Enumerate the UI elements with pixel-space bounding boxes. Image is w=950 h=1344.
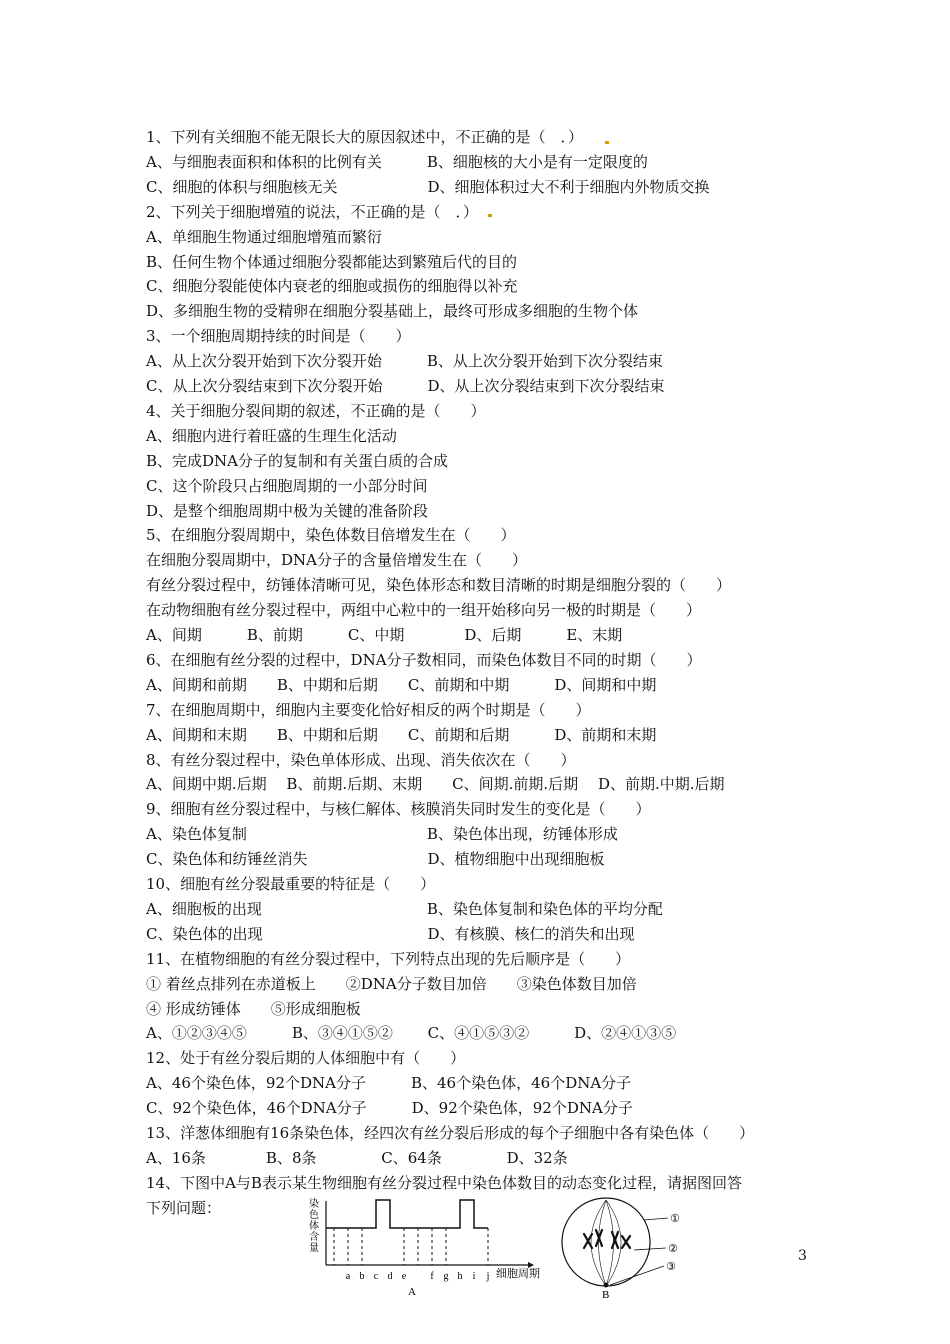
text-line: ④ 形成纺锤体 ⑤形成细胞板	[146, 999, 361, 1018]
tick-labels	[346, 1271, 490, 1282]
text-line: A、46个染色体，92个DNA分子 B、46个染色体，46个DNA分子	[146, 1074, 632, 1093]
text-line: C、细胞分裂能使体内衰老的细胞或损伤的细胞得以补充	[146, 277, 518, 296]
figure-a-chart	[300, 1195, 550, 1307]
text-line: B、任何生物个体通过细胞分裂都能达到繁殖后代的目的	[146, 252, 518, 271]
text-line: 12、处于有丝分裂后期的人体细胞中有（ ）	[146, 1049, 466, 1068]
text-line: 在动物细胞有丝分裂过程中，两组中心粒中的一组开始移向另一极的时期是（ ）	[146, 601, 702, 620]
text-line: 2、下列关于细胞增殖的说法，不正确的是（ ．）	[146, 202, 479, 221]
ylabel-char: 体	[309, 1221, 319, 1232]
text-line: A、单细胞生物通过细胞增殖而繁衍	[146, 227, 382, 246]
tick-label: j	[486, 1271, 490, 1282]
text-line: B、完成DNA分子的复制和有关蛋白质的合成	[146, 451, 449, 470]
text-line: A、细胞板的出现 B、染色体复制和染色体的平均分配	[146, 899, 663, 918]
text-line: 在细胞分裂周期中，DNA分子的含量倍增发生在（ ）	[146, 551, 527, 570]
text-line: D、是整个细胞周期中极为关键的准备阶段	[146, 501, 429, 520]
ylabel-char: 色	[309, 1210, 319, 1221]
text-line: ① 着丝点排列在赤道板上 ②DNA分子数目加倍 ③染色体数目加倍	[146, 974, 637, 993]
text-line: A、16条 B、8条 C、64条 D、32条	[146, 1148, 568, 1167]
figure-b-cell-diagram	[556, 1192, 696, 1302]
text-line: 11、在植物细胞的有丝分裂过程中，下列特点出现的先后顺序是（ ）	[146, 949, 631, 968]
tick-label: c	[373, 1271, 379, 1282]
pointer-3	[610, 1266, 664, 1285]
text-line: 下列问题：	[146, 1198, 222, 1217]
marker-2: ②	[668, 1242, 678, 1255]
text-line: 1、下列有关细胞不能无限长大的原因叙述中，不正确的是（ ．）	[146, 128, 584, 146]
ylabel-char: 量	[309, 1243, 319, 1254]
text-line: A、从上次分裂开始到下次分裂开始 B、从上次分裂开始到下次分裂结束	[146, 352, 663, 371]
text-line: 6、在细胞有丝分裂的过程中，DNA分子数相同，而染色体数目不同的时期（ ）	[146, 650, 702, 669]
tick-label: b	[359, 1271, 365, 1282]
ylabel-char: 染	[309, 1199, 319, 1210]
centriole	[604, 1283, 609, 1288]
marker-3: ③	[666, 1260, 676, 1273]
text-line: C、细胞的体积与细胞核无关 D、细胞体积过大不利于细胞内外物质交换	[146, 177, 710, 196]
tick-label: g	[443, 1271, 449, 1282]
text-line: 13、洋葱体细胞有16条染色体，经四次有丝分裂后形成的每个子细胞中各有染色体（ ）	[146, 1124, 755, 1142]
tick-label: e	[401, 1271, 407, 1282]
text-line: D、多细胞生物的受精卵在细胞分裂基础上，最终可形成多细胞的生物个体	[146, 302, 639, 321]
chromosome-line	[326, 1200, 488, 1228]
text-line: C、染色体和纺锤丝消失 D、植物细胞中出现细胞板	[146, 850, 605, 869]
text-line: A、间期 B、前期 C、中期 D、后期 E、末期	[146, 626, 623, 644]
pointer-1	[644, 1218, 668, 1220]
text-line: A、①②③④⑤ B、③④①⑤② C、④①⑤③② D、②④①③⑤	[146, 1024, 677, 1043]
figure-a-xlabel: 细胞周期	[496, 1268, 540, 1280]
text-line: 10、细胞有丝分裂最重要的特征是（ ）	[146, 875, 436, 893]
text-line: C、92个染色体，46个DNA分子 D、92个染色体，92个DNA分子	[146, 1099, 633, 1118]
tick-label: f	[430, 1271, 434, 1282]
tick-label: d	[387, 1271, 393, 1282]
text-line: 5、在细胞分裂周期中，染色体数目倍增发生在（ ）	[146, 526, 516, 545]
text-line: 9、细胞有丝分裂过程中，与核仁解体、核膜消失同时发生的变化是（ ）	[146, 800, 651, 819]
figure-b-caption: B	[602, 1289, 610, 1301]
tick-label: a	[345, 1271, 351, 1282]
ink-mark	[488, 214, 492, 217]
text-line: A、染色体复制 B、染色体出现，纺锤体形成	[146, 825, 618, 844]
text-line: A、与细胞表面积和体积的比例有关 B、细胞核的大小是有一定限度的	[146, 152, 648, 171]
text-line: C、这个阶段只占细胞周期的一小部分时间	[146, 476, 428, 495]
text-line: A、间期中期.后期 B、前期.后期、末期 C、间期.前期.后期 D、前期.中期.后期	[146, 775, 725, 794]
text-line: 4、关于细胞分裂间期的叙述，不正确的是（ ）	[146, 401, 486, 420]
figure-a-caption: A	[408, 1286, 416, 1298]
text-line: C、从上次分裂结束到下次分裂开始 D、从上次分裂结束到下次分裂结束	[146, 377, 665, 395]
text-line: C、染色体的出现 D、有核膜、核仁的消失和出现	[146, 924, 635, 943]
text-line: A、细胞内进行着旺盛的生理生化活动	[146, 426, 397, 445]
ylabel-char: 含	[309, 1232, 319, 1243]
text-line: A、间期和前期 B、中期和后期 C、前期和中期 D、间期和中期	[146, 675, 657, 694]
text-line: A、间期和末期 B、中期和后期 C、前期和后期 D、前期和末期	[146, 725, 657, 744]
marker-1: ①	[670, 1212, 680, 1225]
page-number: 3	[798, 1248, 807, 1264]
text-line: 14、下图中A与B表示某生物细胞有丝分裂过程中染色体数目的动态变化过程，请据图回答	[146, 1173, 742, 1192]
text-line: 8、有丝分裂过程中，染色单体形成、出现、消失依次在（ ）	[146, 750, 576, 769]
text-line: 7、在细胞周期中，细胞内主要变化恰好相反的两个时期是（ ）	[146, 700, 591, 719]
dashed-guides	[334, 1228, 488, 1265]
tick-label: i	[472, 1271, 476, 1282]
ink-mark	[605, 141, 609, 144]
text-line: 3、一个细胞周期持续的时间是（ ）	[146, 327, 411, 346]
tick-label: h	[457, 1271, 463, 1282]
y-axis-label-chars	[309, 1197, 319, 1254]
cell-membrane	[562, 1198, 650, 1286]
text-line: 有丝分裂过程中，纺锤体清晰可见，染色体形态和数目清晰的时期是细胞分裂的（ ）	[146, 576, 732, 595]
